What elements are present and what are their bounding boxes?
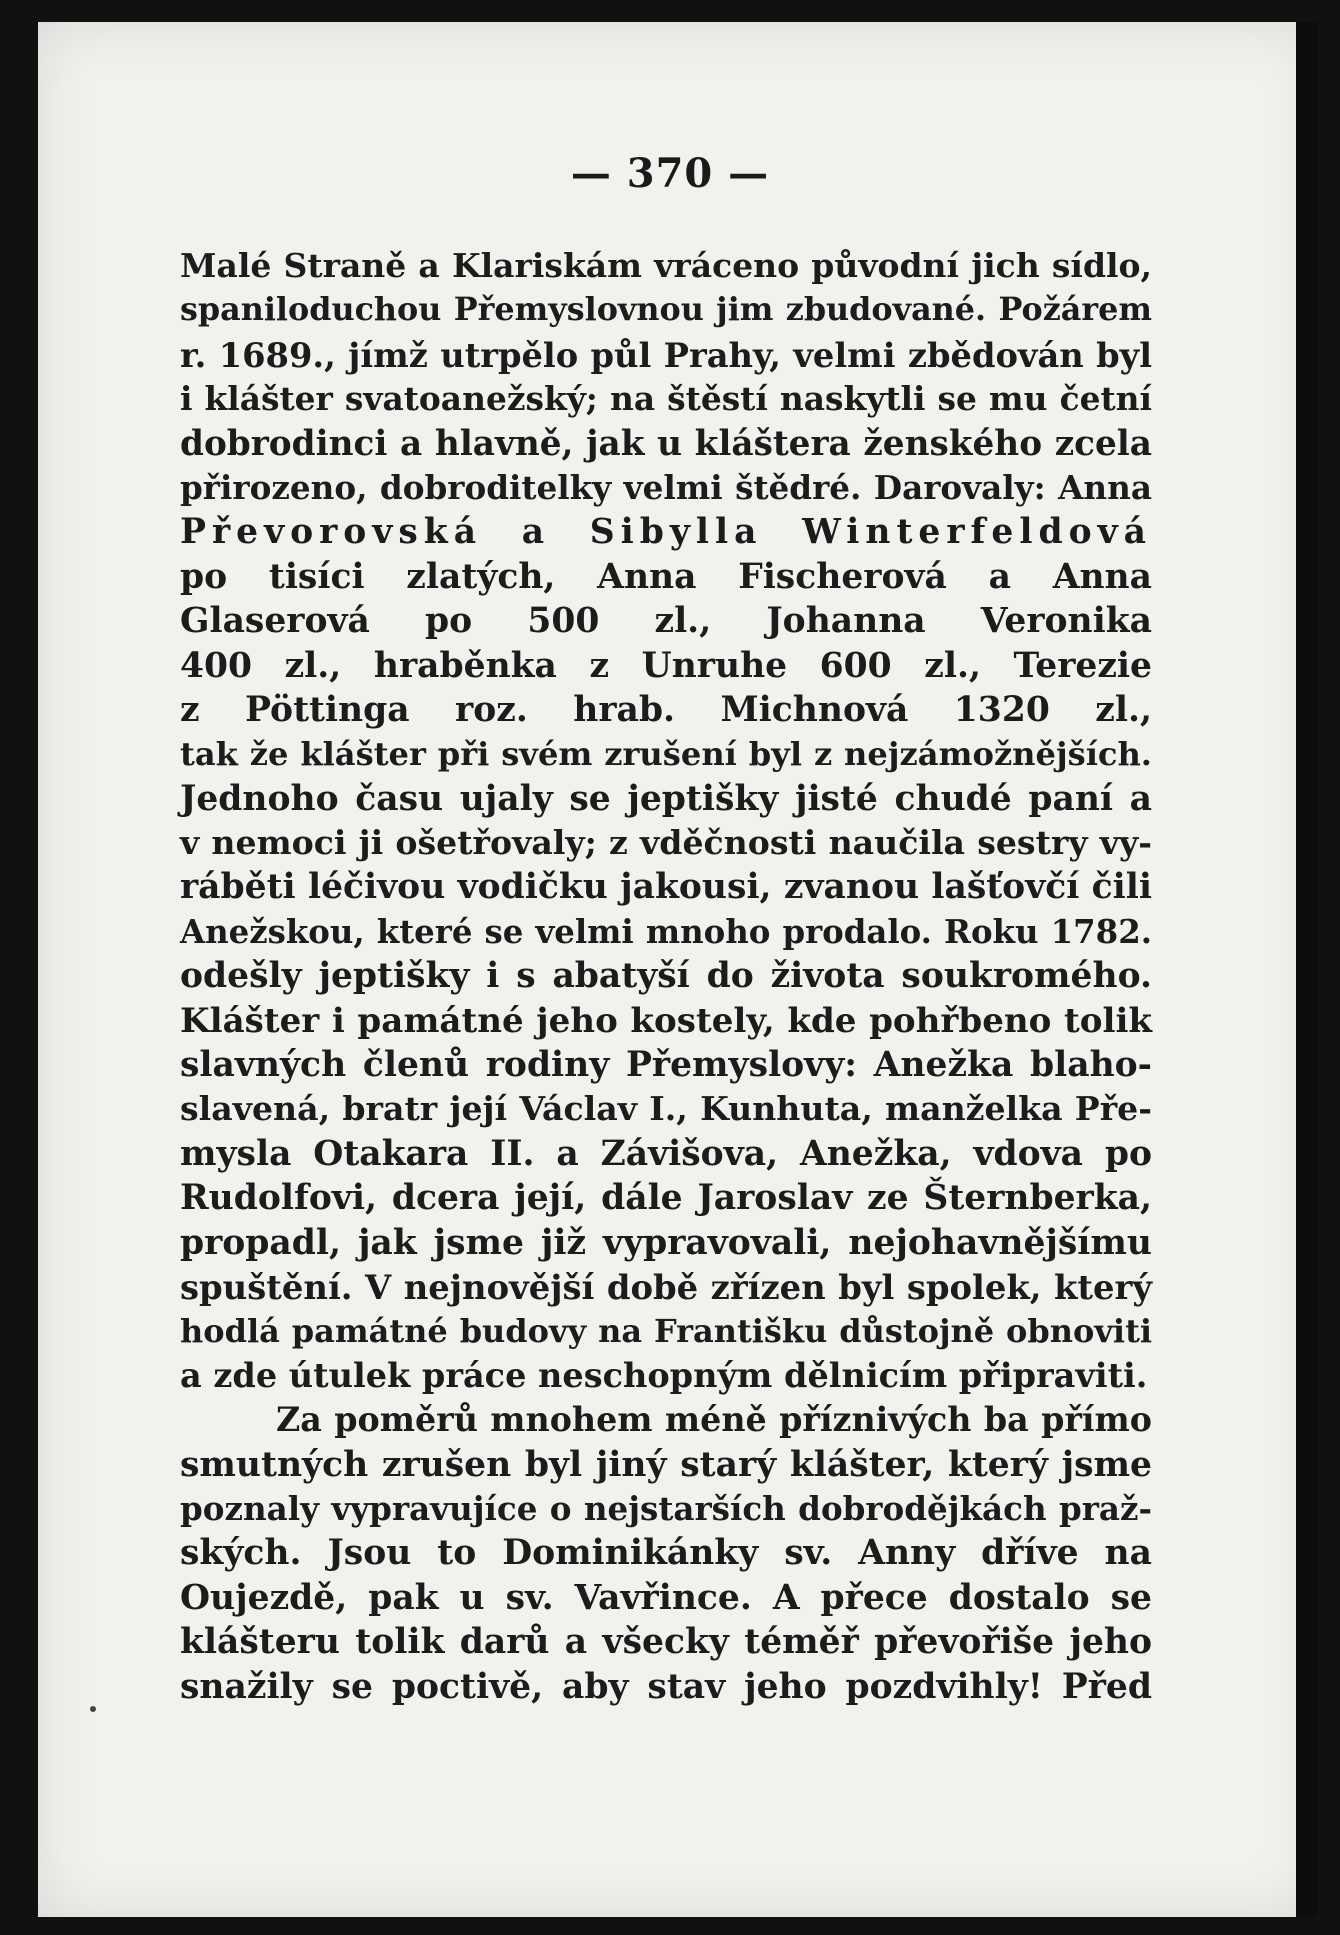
text-line: smutných zrušen byl jiný starý klášter, který jsme	[180, 1444, 1152, 1485]
text-line: a zde útulek práce neschopným dělnicím připraviti.	[180, 1355, 1148, 1395]
text-line: v nemoci ji ošetřovaly; z vděčnosti naučila sestry vy-	[180, 823, 1152, 863]
text-line: slavená, bratr její Václav I., Kunhuta, manželka Pře-	[180, 1089, 1152, 1129]
page-number: — 370 —	[570, 150, 770, 197]
text-line: Rudolfovi, dcera její, dále Jaroslav ze Šternberka,	[180, 1178, 1152, 1219]
text-line: Oujezdě, pak u sv. Vavřince. A přece dostalo se	[180, 1577, 1152, 1618]
text-line: Převorovská a Sibylla Winterfeldová	[180, 512, 1152, 553]
text-line: dobrodinci a hlavně, jak u kláštera ženského zcela	[180, 423, 1152, 464]
text-line: po tisíci zlatých, Anna Fischerová a Anna	[180, 556, 1152, 597]
text-line: hodlá památné budovy na Františku důstojně obnoviti	[180, 1312, 1152, 1351]
text-line: i klášter svatoanežský; na štěstí naskytli se mu četní	[180, 379, 1152, 419]
text-line: z Pöttinga roz. hrab. Michnová 1320 zl.,	[180, 689, 1152, 730]
text-line: Jednoho času ujaly se jeptišky jisté chudé paní a	[180, 778, 1152, 819]
scan-speck	[90, 1706, 96, 1712]
text-line: Anežskou, které se velmi mnoho prodalo. Roku 1782.	[180, 912, 1152, 951]
text-line: spuštění. V nejnovější době zřízen byl spolek, který	[180, 1266, 1152, 1307]
text-line: slavných členů rodiny Přemyslovy: Anežka blaho-	[180, 1045, 1152, 1086]
text-line: odešly jeptišky i s abatyší do života soukromého.	[180, 956, 1152, 997]
text-line: ských. Jsou to Dominikánky sv. Anny dříve na	[180, 1533, 1152, 1574]
body-text	[180, 244, 1152, 1709]
text-line: Klášter i památné jeho kostely, kde pohřbeno tolik	[180, 1000, 1152, 1041]
text-line: mysla Otakara II. a Závišova, Anežka, vdova po	[180, 1133, 1152, 1174]
text-line: propadl, jak jsme již vypravovali, nejohavnějšímu	[180, 1222, 1152, 1263]
text-line: poznaly vypravujíce o nejstarších dobrodějkách praž-	[180, 1488, 1152, 1528]
text-line: ráběti léčivou vodičku jakousi, zvanou lašťovčí čili	[180, 867, 1152, 908]
text-line: r. 1689., jímž utrpělo půl Prahy, velmi zbědován byl	[180, 334, 1152, 375]
text-line: spaniloduchou Přemyslovnou jim zbudované. Požárem	[180, 291, 1152, 329]
text-line: snažily se poctivě, aby stav jeho pozdvihly! Před	[180, 1666, 1152, 1707]
text-line: přirozeno, dobroditelky velmi štědré. Darovaly: Anna	[180, 467, 1152, 507]
text-line: klášteru tolik darů a všecky téměř převořiše jeho	[180, 1622, 1152, 1663]
text-line: tak že klášter při svém zrušení byl z nejzámožnějších.	[180, 735, 1152, 774]
text-line: Glaserová po 500 zl., Johanna Veronika	[180, 601, 1152, 642]
text-line: Za poměrů mnohem méně příznivých ba přímo	[276, 1400, 1152, 1440]
text-line: Malé Straně a Klariskám vráceno původní jich sídlo,	[180, 246, 1152, 285]
text-line: 400 zl., hraběnka z Unruhe 600 zl., Terezie	[180, 645, 1152, 686]
scan-edge-shadow	[1296, 22, 1318, 1917]
